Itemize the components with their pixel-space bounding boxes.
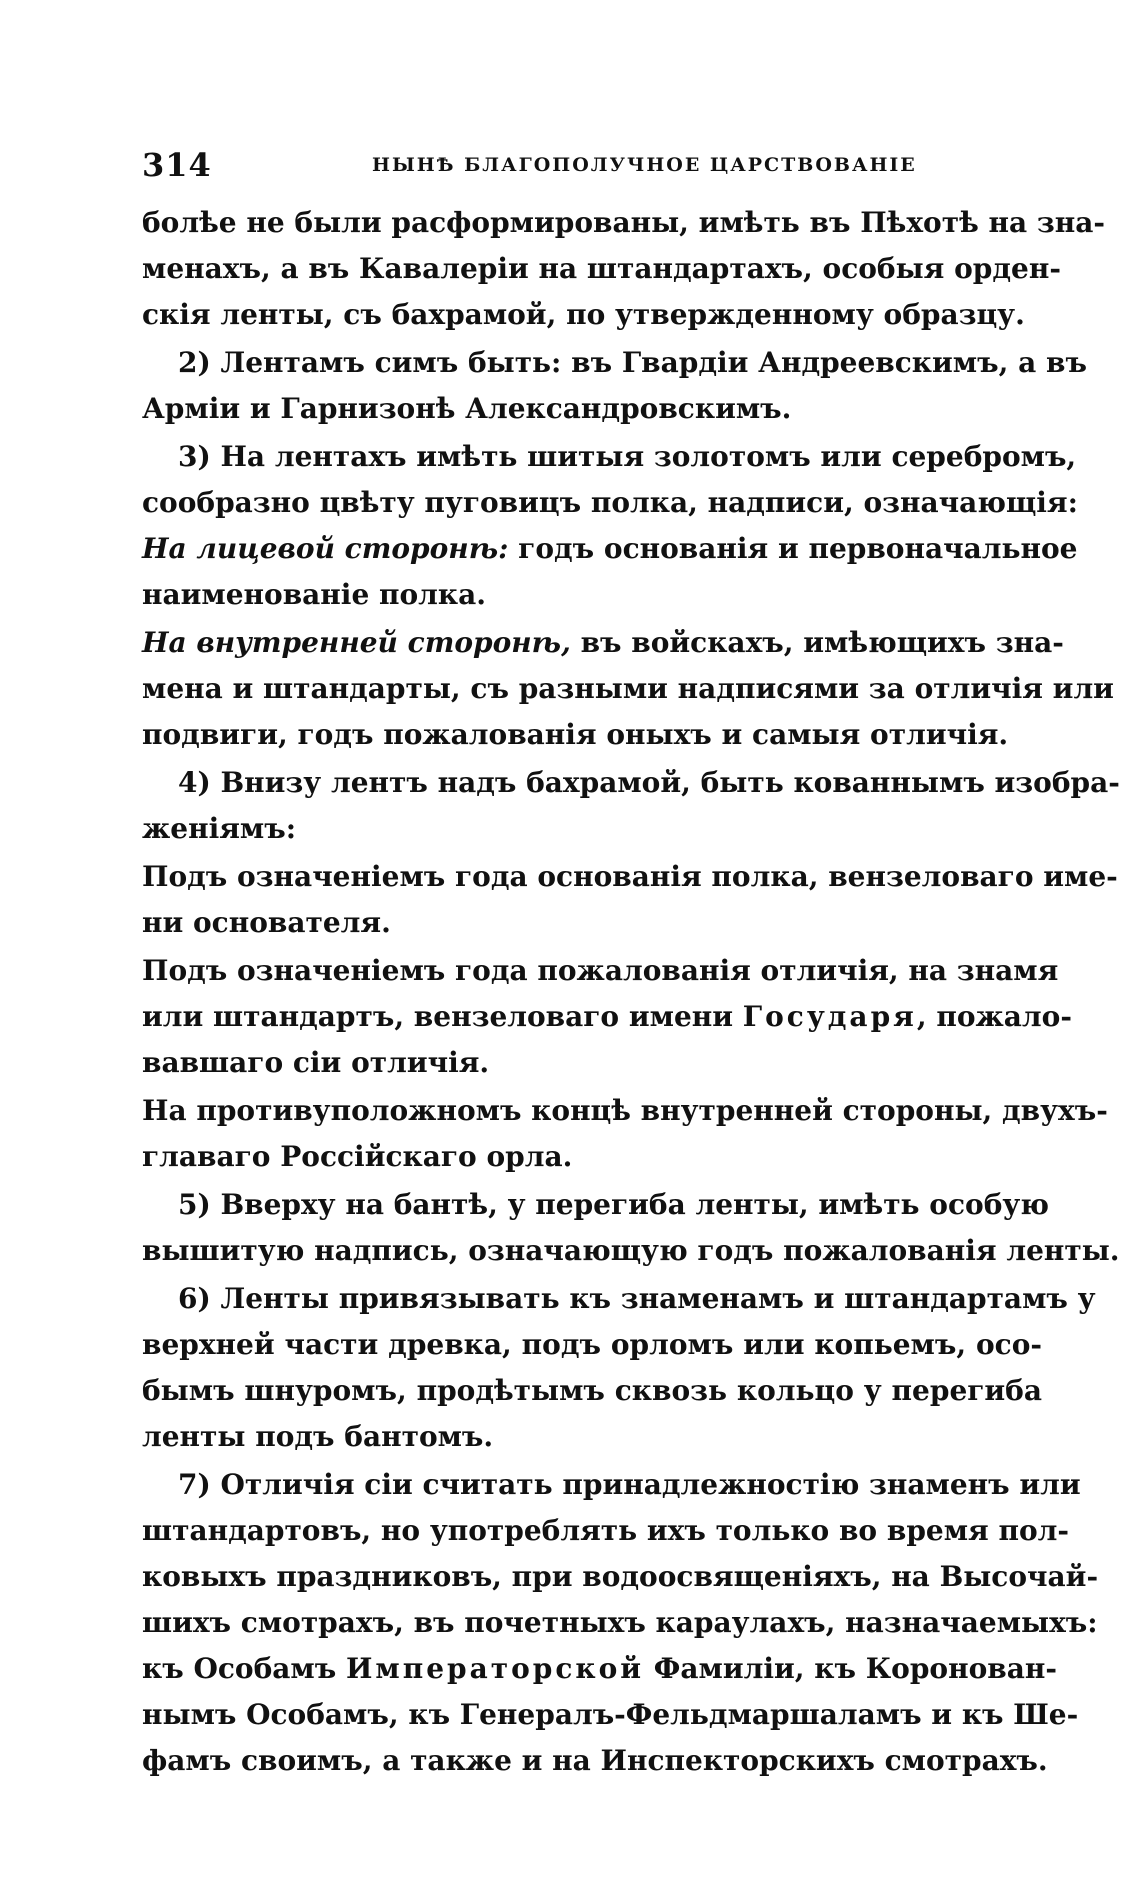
text-line: вышитую надпись, означающую годъ пожалованiя ленты. bbox=[142, 1234, 1120, 1267]
text-line: скiя ленты, съ бахрамой, по утвержденному образцу. bbox=[142, 298, 1025, 331]
text-line: подвиги, годъ пожалованiя оныхъ и самыя отличiя. bbox=[142, 718, 1009, 751]
line-end: Фамилiи, къ Коронован- bbox=[644, 1652, 1057, 1685]
text-line: 3) На лентахъ имѣть шитыя золотомъ или серебромъ, bbox=[178, 440, 1077, 473]
spaced-word: Императорской bbox=[345, 1652, 645, 1685]
text-line: женiямъ: bbox=[142, 812, 297, 845]
text-line: нымъ Особамъ, къ Генералъ-Фельдмаршаламъ и къ Ше- bbox=[142, 1698, 1079, 1731]
text-line: фамъ своимъ, а также и на Инспекторскихъ смотрахъ. bbox=[142, 1744, 1048, 1777]
text-line: Армiи и Гарнизонѣ Александровскимъ. bbox=[142, 392, 792, 425]
text-line: болѣе не были расформированы, имѣть въ Пѣхотѣ на зна- bbox=[142, 206, 1106, 239]
text-line: главаго Россiйскаго орла. bbox=[142, 1140, 573, 1173]
text-line: ни основателя. bbox=[142, 906, 391, 939]
running-head: НЫНѢ БЛАГОПОЛУЧНОЕ ЦАРСТВОВАНIЕ bbox=[372, 154, 917, 176]
text-line bbox=[142, 620, 1064, 666]
text-line: Подъ означенiемъ года основанiя полка, вензеловаго име- bbox=[142, 860, 1118, 893]
text-line: верхней части древка, подъ орломъ или копьемъ, осо- bbox=[142, 1328, 1042, 1361]
line-rest: въ войскахъ, имѣющихъ зна- bbox=[570, 626, 1064, 659]
italic-phrase: На внутренней сторонѣ, bbox=[142, 626, 571, 659]
text-line: сообразно цвѣту пуговицъ полка, надписи, означающiя: bbox=[142, 486, 1078, 519]
text-line: мена и штандарты, съ разными надписями за отличiя или bbox=[142, 672, 1114, 705]
body-text bbox=[142, 200, 1120, 1784]
line-start: къ Особамъ bbox=[142, 1652, 346, 1685]
text-line: 6) Ленты привязывать къ знаменамъ и штандартамъ у bbox=[178, 1282, 1096, 1315]
spaced-word: Государя bbox=[742, 1000, 917, 1033]
text-line bbox=[142, 1646, 1057, 1692]
text-line: 4) Внизу лентъ надъ бахрамой, быть кованнымъ изобра- bbox=[178, 766, 1120, 799]
text-line: ковыхъ праздниковъ, при водоосвященiяхъ, на Высочай- bbox=[142, 1560, 1099, 1593]
text-line: менахъ, а въ Кавалерiи на штандартахъ, особыя орден- bbox=[142, 252, 1061, 285]
page-number: 314 bbox=[142, 146, 212, 184]
line-end: , пожало- bbox=[916, 1000, 1072, 1033]
text-line: На противуположномъ концѣ внутренней стороны, двухъ- bbox=[142, 1094, 1108, 1127]
text-line: наименованiе полка. bbox=[142, 578, 487, 611]
text-line: вавшаго сiи отличiя. bbox=[142, 1046, 490, 1079]
page-header bbox=[142, 146, 1042, 186]
text-line: бымъ шнуромъ, продѣтымъ сквозь кольцо у перегиба bbox=[142, 1374, 1042, 1407]
text-line bbox=[142, 994, 1072, 1040]
text-line: ленты подъ бантомъ. bbox=[142, 1420, 494, 1453]
line-start: или штандартъ, вензеловаго имени bbox=[142, 1000, 743, 1033]
text-line: 5) Вверху на бантѣ, у перегиба ленты, имѣть особую bbox=[178, 1188, 1050, 1221]
text-line bbox=[142, 526, 1078, 572]
text-line: Подъ означенiемъ года пожалованiя отличiя, на знамя bbox=[142, 954, 1059, 987]
text-line: шихъ смотрахъ, въ почетныхъ караулахъ, назначаемыхъ: bbox=[142, 1606, 1098, 1639]
italic-phrase: На лицевой сторонѣ: bbox=[142, 532, 509, 565]
text-line: 2) Лентамъ симъ быть: въ Гвардiи Андреевскимъ, а въ bbox=[178, 346, 1087, 379]
text-line: штандартовъ, но употреблять ихъ только во время пол- bbox=[142, 1514, 1069, 1547]
text-line: 7) Отличiя сiи считать принадлежностiю знаменъ или bbox=[178, 1468, 1081, 1501]
line-rest: годъ основанiя и первоначальное bbox=[508, 532, 1078, 565]
